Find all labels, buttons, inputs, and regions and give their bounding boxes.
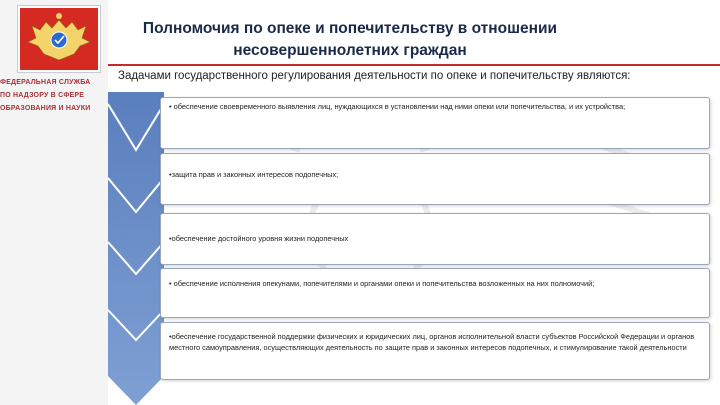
task-text-5: •обеспечение государственной поддержки физических и юридических лиц, органов исполнительной власти субъектов Российской Федерации и органов местного самоуправления, осуществляющих деятельность по защите прав и законных интересов подопечных, и стимулирование такой деятельности	[169, 332, 695, 352]
org-line-3: ОБРАЗОВАНИЯ И НАУКИ	[0, 105, 91, 112]
org-line-1: ФЕДЕРАЛЬНАЯ СЛУЖБА	[0, 79, 91, 86]
task-item-2	[160, 153, 710, 205]
title-line-2: несовершеннолетних граждан	[233, 42, 467, 59]
intro-text: Задачами государственного регулирования деятельности по опеке и попечительству являются:	[118, 70, 631, 82]
title-divider	[108, 64, 720, 66]
task-text-4: • обеспечение исполнения опекунами, попечителями и органами опеки и попечительства возложенных на них полномочий;	[169, 279, 595, 288]
task-item-4	[160, 268, 710, 318]
task-item-5	[160, 322, 710, 380]
organization-name	[0, 76, 112, 115]
org-line-2: ПО НАДЗОРУ В СФЕРЕ	[0, 92, 85, 99]
eagle-emblem-icon	[20, 8, 98, 70]
emblem-logo	[18, 6, 100, 72]
task-text-1: • обеспечение своевременного выявления лиц, нуждающихся в установлении над ними опеки или попечительства, и их устройства;	[169, 102, 626, 111]
task-text-3: •обеспечение достойного уровня жизни подопечных	[169, 234, 349, 243]
title-line-1: Полномочия по опеке и попечительству в отношении	[142, 20, 558, 37]
task-item-3	[160, 213, 710, 265]
task-text-2: •защита прав и законных интересов подопечных;	[169, 170, 339, 179]
task-item-1	[160, 97, 710, 149]
page-title	[140, 18, 560, 62]
